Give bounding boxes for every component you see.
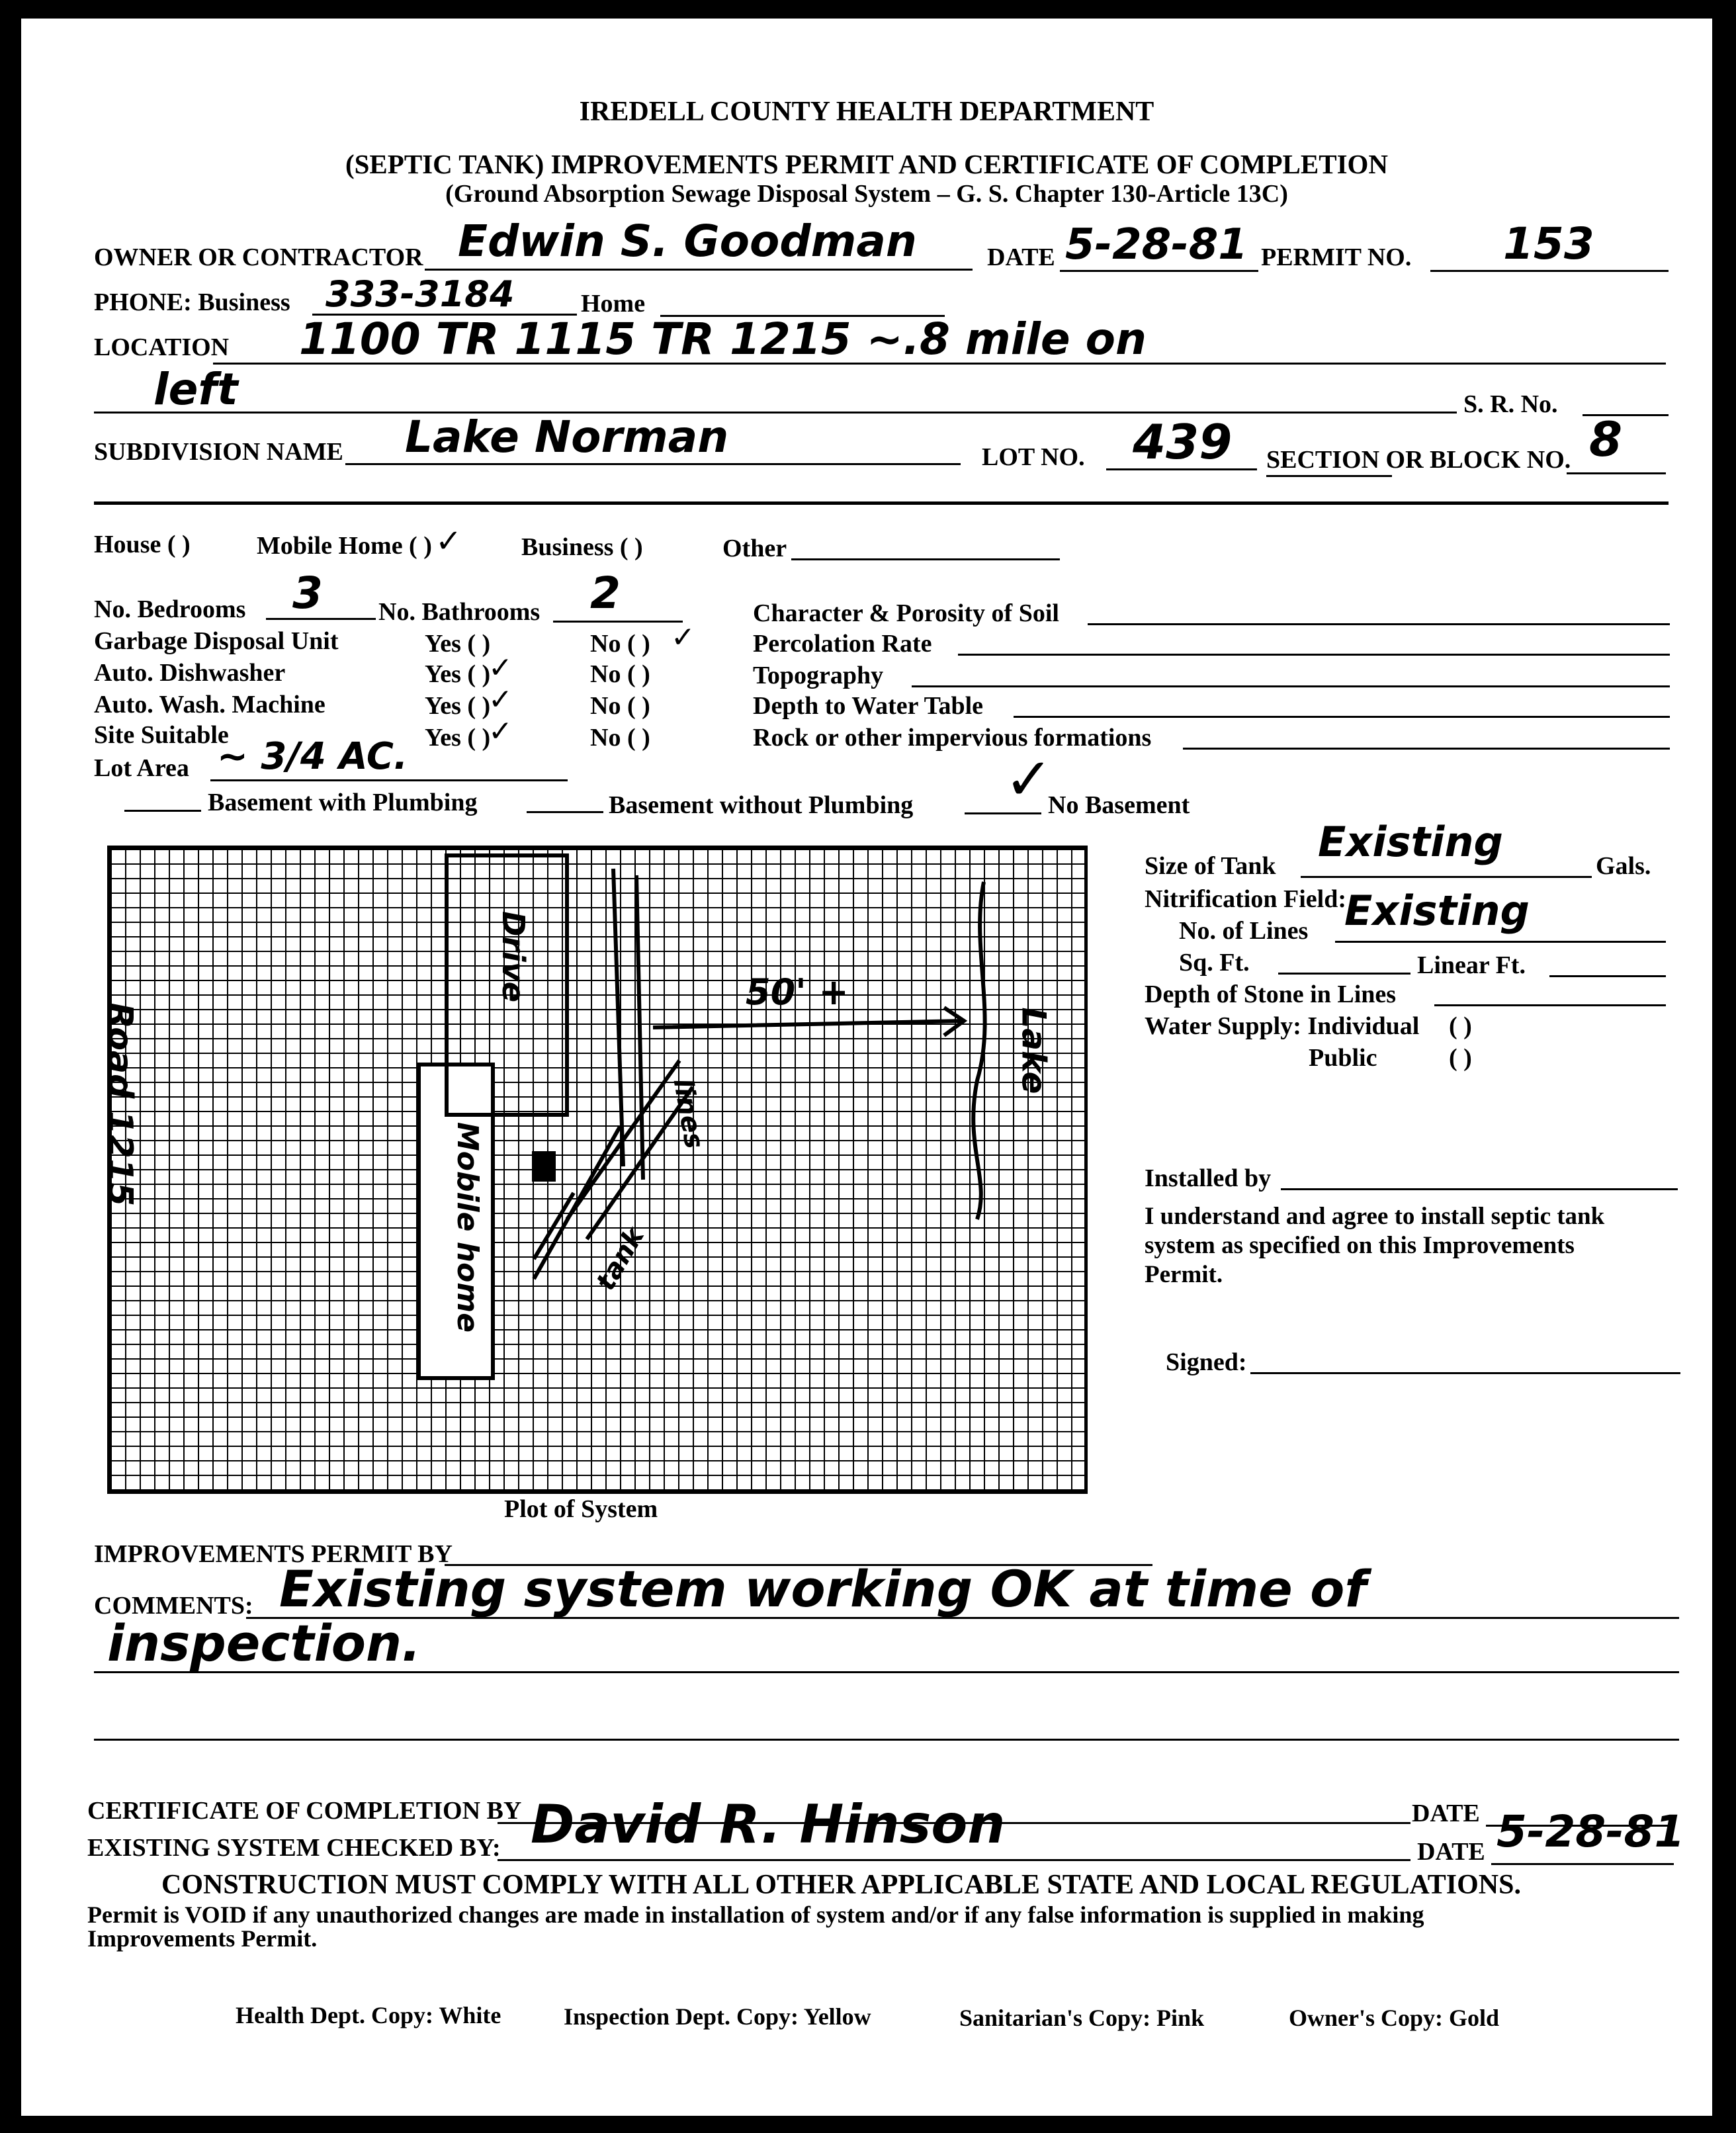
- no-basement-label: No Basement: [1048, 791, 1190, 819]
- bedrooms-value: 3: [292, 568, 323, 619]
- dishwasher-yes: Yes ( ): [425, 660, 491, 688]
- bedrooms-label: No. Bedrooms: [94, 595, 246, 623]
- rock-formations-line: [1183, 748, 1670, 750]
- rock-formations-label: Rock or other impervious formations: [753, 724, 1152, 752]
- lines-count-value: Existing: [1344, 887, 1530, 935]
- subdivision-line: [345, 463, 961, 465]
- wash-machine-yes: Yes ( ): [425, 692, 491, 720]
- house-option: House ( ): [94, 531, 191, 558]
- site-suitable-label: Site Suitable: [94, 721, 229, 749]
- section-line: [1567, 472, 1666, 474]
- checked-by-label: EXISTING SYSTEM CHECKED BY:: [87, 1834, 501, 1862]
- section-divider-1: [94, 501, 1669, 505]
- lines-count-line: [1335, 941, 1666, 943]
- plot-caption: Plot of System: [504, 1495, 658, 1523]
- soil-porosity-line: [1088, 623, 1670, 625]
- installed-by-line: [1281, 1188, 1678, 1190]
- dishwasher-check-mark: ✓: [488, 651, 513, 685]
- wash-machine-no: No ( ): [590, 692, 650, 720]
- certificate-label: CERTIFICATE OF COMPLETION BY: [87, 1797, 522, 1825]
- sketch-drive: [534, 869, 643, 1279]
- checked-date-label: DATE: [1417, 1838, 1485, 1866]
- section-label-underline: [1266, 475, 1392, 477]
- checked-date-line: [1491, 1863, 1674, 1865]
- tank-gals-label: Gals.: [1596, 852, 1651, 880]
- water-public-label: Public: [1309, 1044, 1377, 1072]
- plot-note-distance: 50' +: [746, 971, 849, 1013]
- basement-with-label: Basement with Plumbing: [208, 789, 478, 816]
- no-basement-check-mark: ✓: [1004, 745, 1053, 813]
- installed-by-label: Installed by: [1145, 1164, 1272, 1192]
- subdivision-value: Lake Norman: [405, 412, 729, 462]
- date-value: 5-28-81: [1065, 220, 1248, 269]
- signed-label: Signed:: [1166, 1348, 1247, 1376]
- linear-ft-label: Linear Ft.: [1417, 951, 1526, 979]
- permit-value: 153: [1503, 218, 1594, 269]
- checked-by-line: [498, 1859, 1410, 1861]
- sketch-lake-shore: [973, 882, 984, 1219]
- other-line: [791, 558, 1060, 560]
- location-line-2: [94, 412, 1457, 414]
- checked-date-value: 5-28-81: [1497, 1806, 1685, 1857]
- garbage-disposal-no: No ( ): [590, 630, 650, 658]
- wash-machine-check-mark: ✓: [488, 683, 513, 717]
- copy-sanitarian: Sanitarian's Copy: Pink: [959, 2005, 1205, 2031]
- construction-notice: CONSTRUCTION MUST COMPLY WITH ALL OTHER APPLICABLE STATE AND LOCAL REGULATIONS.: [161, 1870, 1521, 1900]
- plot-note-mobile-home: Mobile home: [451, 1121, 485, 1333]
- phone-home-label: Home: [581, 290, 646, 318]
- site-suitable-check-mark: ✓: [488, 715, 513, 748]
- date-line: [1060, 270, 1258, 272]
- water-individual-box: ( ): [1449, 1012, 1472, 1040]
- owner-value: Edwin S. Goodman: [458, 216, 917, 267]
- certificate-date-label: DATE: [1412, 1800, 1480, 1827]
- void-notice-line-1: Permit is VOID if any unauthorized changes are made in installation of system and/or if any false information is supplied in making: [87, 1901, 1424, 1928]
- comments-line-3: [94, 1739, 1679, 1741]
- section-value: 8: [1589, 412, 1623, 467]
- form-title: (SEPTIC TANK) IMPROVEMENTS PERMIT AND CERTIFICATE OF COMPLETION: [345, 149, 1389, 179]
- tank-size-line: [1301, 876, 1592, 878]
- lines-count-label: No. of Lines: [1179, 917, 1309, 945]
- sr-number-label: S. R. No.: [1463, 390, 1558, 418]
- business-option: Business ( ): [521, 533, 643, 561]
- plot-note-drive: Drive: [495, 911, 531, 1002]
- permit-line: [1430, 270, 1669, 272]
- percolation-rate-line: [958, 654, 1670, 656]
- lot-area-value: ~ 3/4 AC.: [217, 735, 408, 778]
- plot-sketch: [110, 849, 1084, 1491]
- bathrooms-label: No. Bathrooms: [378, 598, 541, 626]
- plot-grid: [100, 846, 1088, 1494]
- stone-depth-line: [1434, 1004, 1666, 1006]
- basement-without-label: Basement without Plumbing: [609, 791, 914, 819]
- garbage-disposal-label: Garbage Disposal Unit: [94, 627, 339, 655]
- permit-form: [21, 19, 1712, 2116]
- plot-note-road: Road 1215: [100, 1002, 140, 1207]
- topography-label: Topography: [753, 662, 884, 689]
- copy-health-dept: Health Dept. Copy: White: [236, 2002, 501, 2028]
- plot-note-tank: tank: [590, 1222, 650, 1296]
- basement-with-line: [124, 810, 201, 812]
- owner-label: OWNER OR CONTRACTOR: [94, 243, 423, 271]
- agreement-line-2: system as specified on this Improvements: [1145, 1232, 1575, 1259]
- site-suitable-yes: Yes ( ): [425, 724, 491, 752]
- date-label: DATE: [987, 243, 1055, 271]
- mobile-home-check-mark: ✓: [435, 523, 462, 560]
- other-option-label: Other: [722, 535, 787, 562]
- copy-owner: Owner's Copy: Gold: [1289, 2005, 1500, 2031]
- location-label: LOCATION: [94, 333, 230, 361]
- water-supply-label: Water Supply: Individual: [1145, 1012, 1420, 1040]
- agreement-line-1: I understand and agree to install septic tank: [1145, 1203, 1605, 1230]
- plot-note-lines: lines: [667, 1076, 710, 1151]
- water-table-label: Depth to Water Table: [753, 692, 984, 720]
- lot-value: 439: [1133, 414, 1233, 470]
- comments-value-2: inspection.: [107, 1614, 421, 1673]
- lot-area-line: [210, 779, 568, 781]
- phone-label: PHONE: Business: [94, 288, 290, 316]
- comments-label: COMMENTS:: [94, 1592, 253, 1620]
- bathrooms-value: 2: [590, 568, 621, 619]
- location-value-2: left: [153, 364, 238, 415]
- soil-porosity-label: Character & Porosity of Soil: [753, 599, 1059, 627]
- sketch-tank-symbol: [534, 1153, 554, 1180]
- tank-size-label: Size of Tank: [1145, 852, 1276, 880]
- linear-ft-line: [1549, 975, 1666, 977]
- tank-size-value: Existing: [1318, 818, 1503, 866]
- phone-business-value: 333-3184: [326, 273, 515, 315]
- signed-line: [1250, 1372, 1680, 1374]
- percolation-rate-label: Percolation Rate: [753, 630, 932, 658]
- dishwasher-label: Auto. Dishwasher: [94, 659, 286, 687]
- department-title: IREDELL COUNTY HEALTH DEPARTMENT: [579, 97, 1154, 127]
- mobile-home-option: Mobile Home ( ): [257, 532, 432, 560]
- section-label: SECTION OR BLOCK NO.: [1266, 446, 1571, 474]
- water-public-box: ( ): [1449, 1044, 1472, 1072]
- sqft-label: Sq. Ft.: [1179, 949, 1250, 977]
- sqft-line: [1278, 973, 1410, 975]
- stone-depth-label: Depth of Stone in Lines: [1145, 980, 1397, 1008]
- lot-label: LOT NO.: [982, 443, 1085, 471]
- subdivision-label: SUBDIVISION NAME: [94, 438, 343, 466]
- garbage-disposal-yes: Yes ( ): [425, 630, 491, 658]
- permit-label: PERMIT NO.: [1261, 243, 1412, 271]
- agreement-line-3: Permit.: [1145, 1261, 1223, 1288]
- owner-line: [425, 269, 973, 271]
- topography-line: [912, 685, 1670, 687]
- bathrooms-line: [553, 621, 683, 623]
- permit-by-label: IMPROVEMENTS PERMIT BY: [94, 1540, 453, 1568]
- basement-without-line: [527, 811, 603, 813]
- comments-value-1: Existing system working OK at time of: [279, 1559, 1367, 1618]
- garbage-disposal-check-mark: ✓: [671, 621, 695, 654]
- copy-inspection-dept: Inspection Dept. Copy: Yellow: [564, 2003, 871, 2030]
- nitrification-label: Nitrification Field:: [1145, 885, 1346, 913]
- form-subtitle: (Ground Absorption Sewage Disposal System – G. S. Chapter 130-Article 13C): [445, 180, 1288, 208]
- location-value: 1100 TR 1115 TR 1215 ~.8 mile on: [299, 314, 1147, 365]
- dishwasher-no: No ( ): [590, 660, 650, 688]
- wash-machine-label: Auto. Wash. Machine: [94, 691, 326, 718]
- void-notice-line-2: Improvements Permit.: [87, 1925, 318, 1952]
- lot-area-label: Lot Area: [94, 754, 189, 782]
- plot-note-lake: Lake: [1014, 1007, 1053, 1094]
- site-suitable-no: No ( ): [590, 724, 650, 752]
- checked-by-signature: David R. Hinson: [531, 1794, 1006, 1855]
- water-table-line: [1014, 716, 1670, 718]
